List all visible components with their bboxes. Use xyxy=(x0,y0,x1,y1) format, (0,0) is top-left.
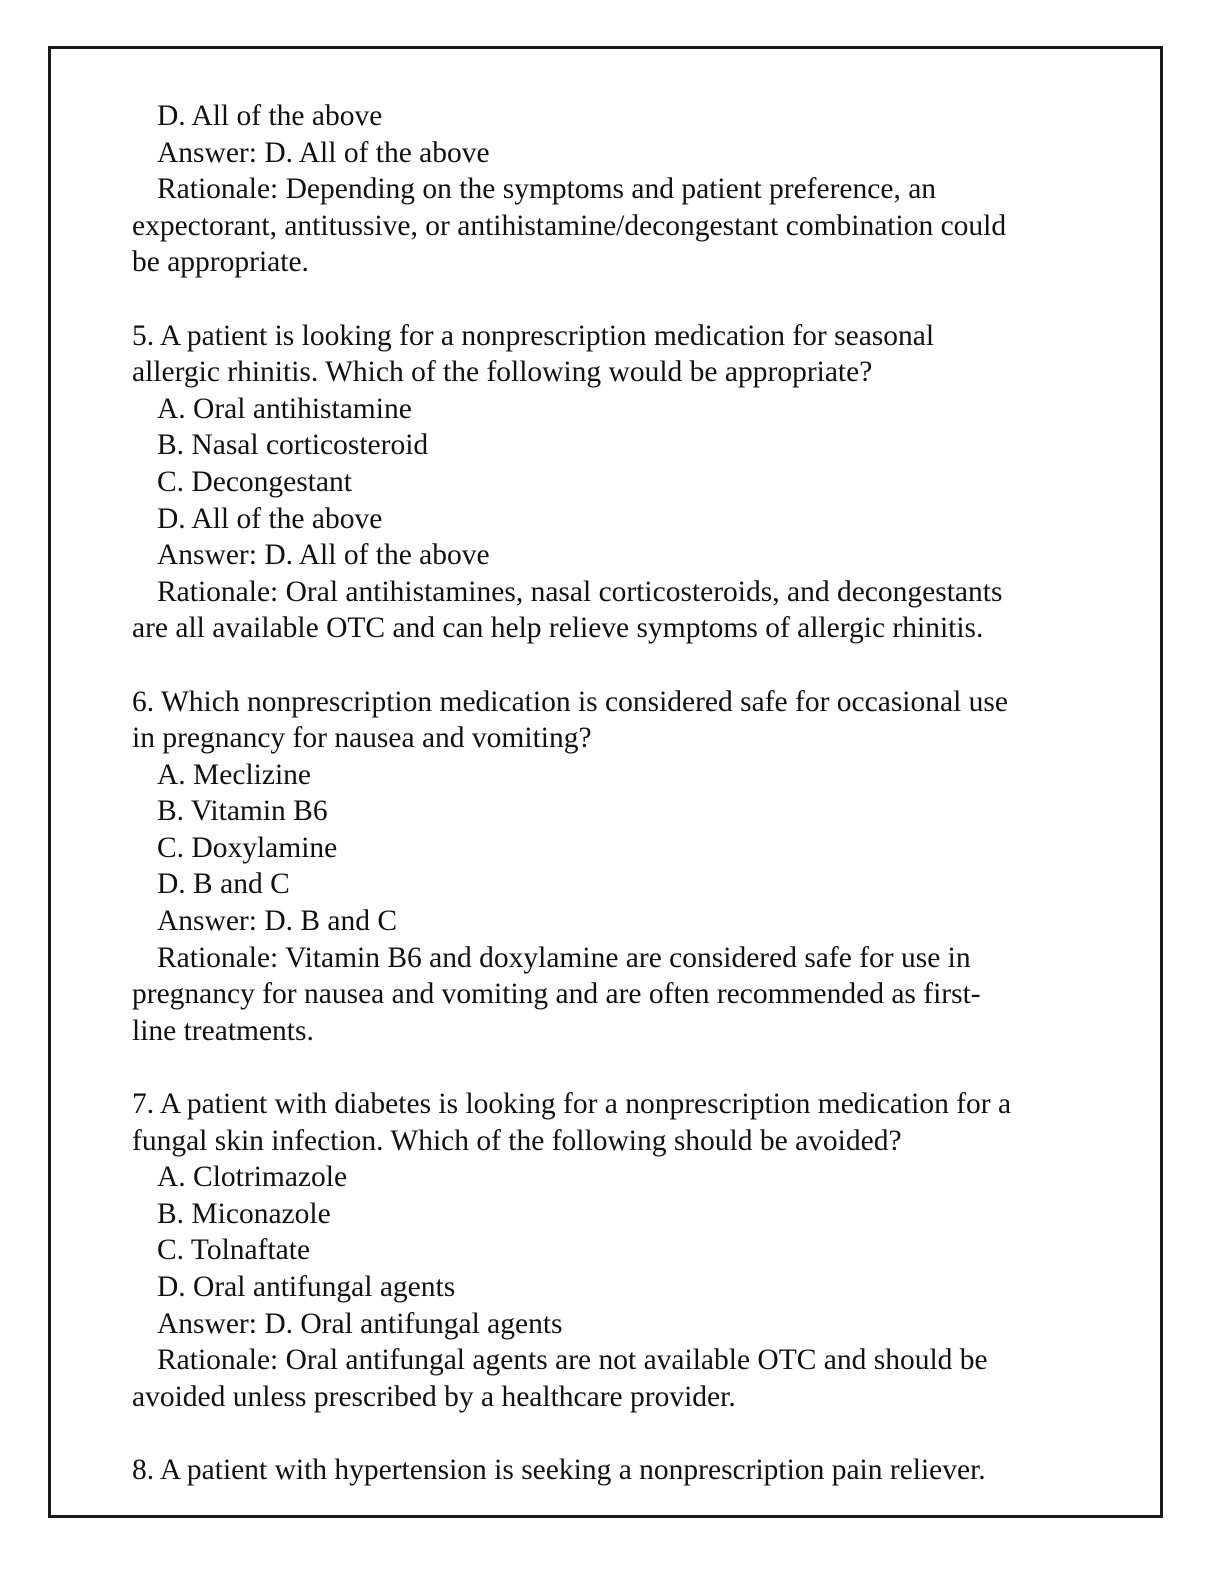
question-8 xyxy=(132,1452,1092,1489)
question-text: fungal skin infection. Which of the following should be avoided? xyxy=(132,1124,902,1157)
rationale-line: expectorant, antitussive, or antihistamine/decongestant combination could xyxy=(132,209,1007,242)
rationale-line: Rationale: Depending on the symptoms and patient preference, an xyxy=(157,173,937,206)
answer-line: Answer: D. Oral antifungal agents xyxy=(157,1307,563,1340)
paragraph-gap xyxy=(132,647,1092,684)
option-d: D. Oral antifungal agents xyxy=(157,1271,456,1303)
option-b: B. Vitamin B6 xyxy=(157,795,328,828)
rationale-line: line treatments. xyxy=(132,1014,314,1047)
question-text: allergic rhinitis. Which of the following would be appropriate? xyxy=(132,356,873,389)
question-text: 8. A patient with hypertension is seeking a nonprescription pain reliever. xyxy=(132,1453,986,1486)
answer-line: Answer: D. All of the above xyxy=(157,539,490,572)
rationale-line: Rationale: Oral antifungal agents are not available OTC and should be xyxy=(157,1344,988,1377)
question-text: 7. A patient with diabetes is looking for a nonprescription medication for a xyxy=(132,1088,1012,1121)
option-b: B. Nasal corticosteroid xyxy=(157,429,429,462)
question-7 xyxy=(132,1086,1092,1415)
rationale-line: be appropriate. xyxy=(132,246,309,279)
option-d: D. All of the above xyxy=(157,100,383,132)
option-c: C. Doxylamine xyxy=(157,831,338,864)
question-5 xyxy=(132,318,1092,647)
option-c: C. Decongestant xyxy=(157,465,352,498)
option-d: D. All of the above xyxy=(157,502,383,535)
rationale-line: Rationale: Vitamin B6 and doxylamine are considered safe for use in xyxy=(157,941,971,974)
option-b: B. Miconazole xyxy=(157,1197,331,1230)
option-a: A. Clotrimazole xyxy=(157,1161,348,1194)
question-text: 6. Which nonprescription medication is considered safe for occasional use xyxy=(132,685,1008,718)
question-4-continuation xyxy=(132,98,1092,281)
question-6 xyxy=(132,684,1092,1050)
rationale-line: are all available OTC and can help relieve symptoms of allergic rhinitis. xyxy=(132,612,984,645)
answer-line: Answer: D. All of the above xyxy=(157,136,490,169)
option-a: A. Meclizine xyxy=(157,758,311,791)
paragraph-gap xyxy=(132,281,1092,318)
paragraph-gap xyxy=(132,1415,1092,1452)
rationale-line: pregnancy for nausea and vomiting and are often recommended as first- xyxy=(132,978,981,1011)
answer-line: Answer: D. B and C xyxy=(157,905,398,938)
rationale-line: avoided unless prescribed by a healthcare provider. xyxy=(132,1380,736,1413)
option-c: C. Tolnaftate xyxy=(157,1234,311,1267)
document-body xyxy=(132,98,1092,1489)
question-text: 5. A patient is looking for a nonprescription medication for seasonal xyxy=(132,319,935,352)
option-a: A. Oral antihistamine xyxy=(157,392,412,425)
question-text: in pregnancy for nausea and vomiting? xyxy=(132,722,592,755)
option-d: D. B and C xyxy=(157,868,290,901)
paragraph-gap xyxy=(132,1049,1092,1086)
rationale-line: Rationale: Oral antihistamines, nasal corticosteroids, and decongestants xyxy=(157,575,1003,608)
